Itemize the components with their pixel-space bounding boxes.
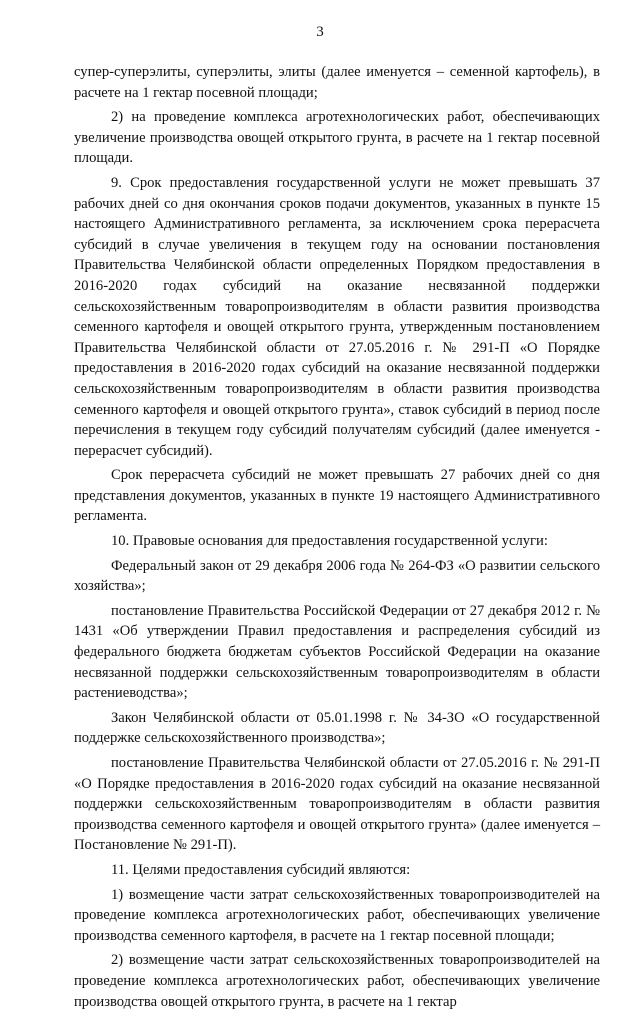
paragraph: Федеральный закон от 29 декабря 2006 года № 264-ФЗ «О развитии сельского хозяйства»; <box>74 557 600 595</box>
paragraph: 2) на проведение комплекса агротехнологических работ, обеспечивающих увеличение производства овощей открытого грунта, в расчете на 1 гектар посевной площади. <box>74 109 600 167</box>
paragraph: постановление Правительства Челябинской области от 27.05.2016 г. № 291-П «О Порядке предоставления в 2016-2020 годах субсидий на оказание несвязанной поддержки сельскохозяйственным товаропроизводителям в области развития производства семенного картофеля и овощей открытого грунта» (далее именуется – Постановление № 291-П). <box>74 755 600 854</box>
paragraph: Срок перерасчета субсидий не может превышать 27 рабочих дней со дня представления документов, указанных в пункте 19 настоящего Административного регламента. <box>74 467 600 525</box>
paragraph: Закон Челябинской области от 05.01.1998 г. № 34-ЗО «О государственной поддержке сельскохозяйственного производства»; <box>74 709 600 747</box>
paragraph: супер-суперэлиты, суперэлиты, элиты (далее именуется – семенной картофель), в расчете на 1 гектар посевной площади; <box>74 64 600 101</box>
paragraph: 9. Срок предоставления государственной услуги не может превышать 37 рабочих дней со дня окончания сроков подачи документов, указанных в пункте 15 настоящего Административного регламента, за исключением срока перерасчета субсидий в случае увеличения в текущем году на основании постановления Правительства Челябинской области определенных Порядком предоставления в 2016-2020 годах субсидий на оказание несвязанной поддержки сельскохозяйственным товаропроизводителям в области развития производства семенного картофеля и овощей открытого грунта, утвержденным постановлением Правительства Челябинской области от 27.05.2016 г. № 291-П «О Порядке предоставления в 2016-2020 годах субсидий на оказание несвязанной поддержки сельскохозяйственным товаропроизводителям в области развития производства семенного картофеля и овощей открытого грунта», ставок субсидий в период после перечисления в текущем году субсидий получателям субсидий (далее именуется - перерасчет субсидий). <box>74 174 600 459</box>
paragraph: 11. Целями предоставления субсидий являются: <box>111 861 411 878</box>
paragraph: 2) возмещение части затрат сельскохозяйственных товаропроизводителей на проведение комплекса агротехнологических работ, обеспечивающих увеличение производства овощей открытого грунта, в расчете на 1 гектар <box>74 952 600 1010</box>
paragraph: постановление Правительства Российской Федерации от 27 декабря 2012 г. № 1431 «Об утверждении Правил предоставления и распределения субсидий из федерального бюджета бюджетам субъектов Российской Федерации на оказание несвязанной поддержки сельскохозяйственным товаропроизводителям в области растениеводства»; <box>74 602 600 702</box>
paragraph: 1) возмещение части затрат сельскохозяйственных товаропроизводителей на проведение комплекса агротехнологических работ, обеспечивающих увеличение производства семенного картофеля, в расчете на 1 гектар посевной площади; <box>74 886 600 944</box>
page-number: 3 <box>316 24 324 40</box>
paragraph: 10. Правовые основания для предоставления государственной услуги: <box>111 533 548 550</box>
document-body <box>74 62 600 1012</box>
